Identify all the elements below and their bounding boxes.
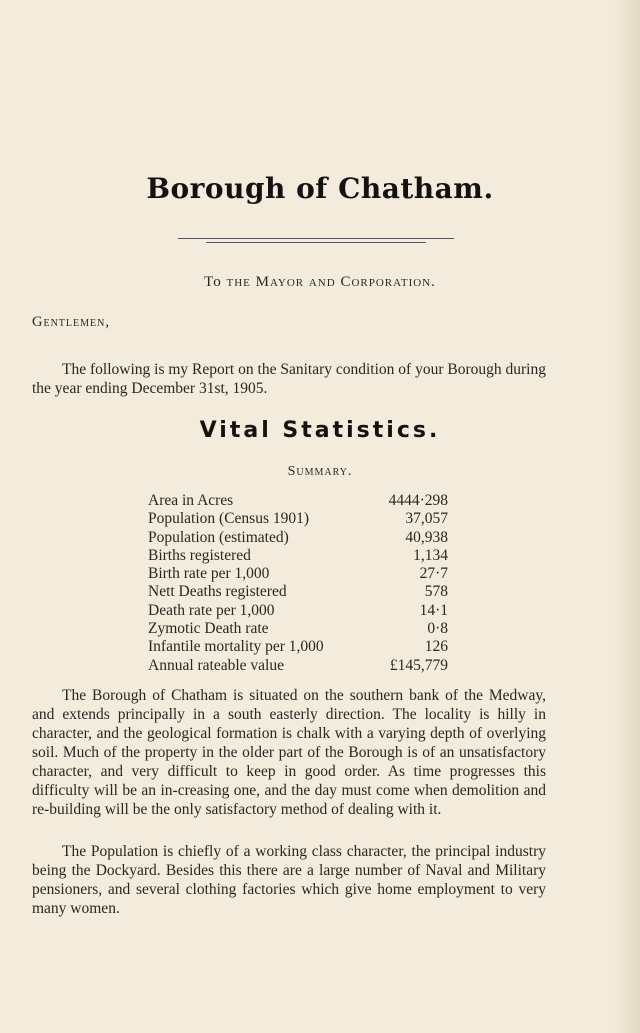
summary-row — [148, 547, 448, 565]
summary-row — [148, 510, 448, 528]
section-title: Vital Statistics. — [199, 418, 441, 443]
summary-row — [148, 529, 448, 547]
summary-row-label: Annual rateable value — [148, 656, 284, 674]
summary-row-value: 37,057 — [405, 510, 448, 528]
summary-row-label: Infantile mortality per 1,000 — [148, 638, 324, 656]
summary-row-label: Population (estimated) — [148, 528, 289, 546]
address-recipients: the Mayor and Corporation. — [226, 274, 436, 290]
summary-row-value: 27·7 — [419, 565, 448, 583]
summary-row — [148, 602, 448, 620]
summary-row-value: 126 — [424, 638, 448, 656]
page-edge-shadow — [612, 0, 640, 1033]
intro-paragraph: The following is my Report on the Sanitary condition of your Borough during the year ending December 31st, 1905. — [32, 361, 546, 397]
address-first-word: To — [204, 274, 222, 290]
summary-row — [148, 583, 448, 601]
summary-row — [148, 657, 448, 675]
summary-row-label: Birth rate per 1,000 — [148, 565, 270, 583]
body-paragraph: The Borough of Chatham is situated on the southern bank of the Medway, and extends principally in a south easterly direction. The locality is hilly in character, and the geological formation is chalk with a varying depth of overlying soil. Much of the property in the older part of the Borough is of an unsatisfactory character, and very difficult to keep in good order. As time progresses this difficulty will be an in-creasing one, and the day must come when demolition and re-building will be the only satisfactory method of dealing with it. — [32, 687, 546, 818]
summary-row-value: 4444·298 — [388, 492, 448, 509]
summary-row-label: Births registered — [148, 546, 251, 564]
heading-rule-lower — [206, 242, 426, 243]
summary-row-label: Population (Census 1901) — [148, 510, 310, 528]
body-paragraph: The Population is chiefly of a working class character, the principal industry being the Dockyard. Besides this there are a large number of Naval and Military pensioners, and several clothing factories which give home employment to very many women. — [32, 843, 546, 917]
summary-row — [148, 565, 448, 583]
summary-row-label: Death rate per 1,000 — [148, 601, 275, 619]
summary-row-value: 578 — [424, 583, 448, 601]
summary-row-value: £145,779 — [389, 656, 448, 674]
summary-row-value: 1,134 — [413, 546, 448, 564]
summary-row-value: 40,938 — [405, 528, 448, 546]
summary-row-label: Nett Deaths registered — [148, 583, 287, 601]
summary-row — [148, 620, 448, 638]
summary-label: Summary. — [287, 464, 353, 479]
heading-rule-upper — [178, 238, 454, 239]
summary-table — [148, 492, 448, 675]
summary-row-value: 14·1 — [419, 601, 448, 619]
document-heading: Borough of Chatham. — [146, 172, 494, 205]
summary-row — [148, 638, 448, 656]
summary-row-label: Area in Acres — [148, 492, 234, 509]
summary-row-value: 0·8 — [427, 620, 448, 638]
address-line — [0, 274, 640, 291]
summary-row-label: Zymotic Death rate — [148, 620, 269, 638]
salutation: Gentlemen, — [32, 314, 110, 330]
summary-row — [148, 492, 448, 510]
